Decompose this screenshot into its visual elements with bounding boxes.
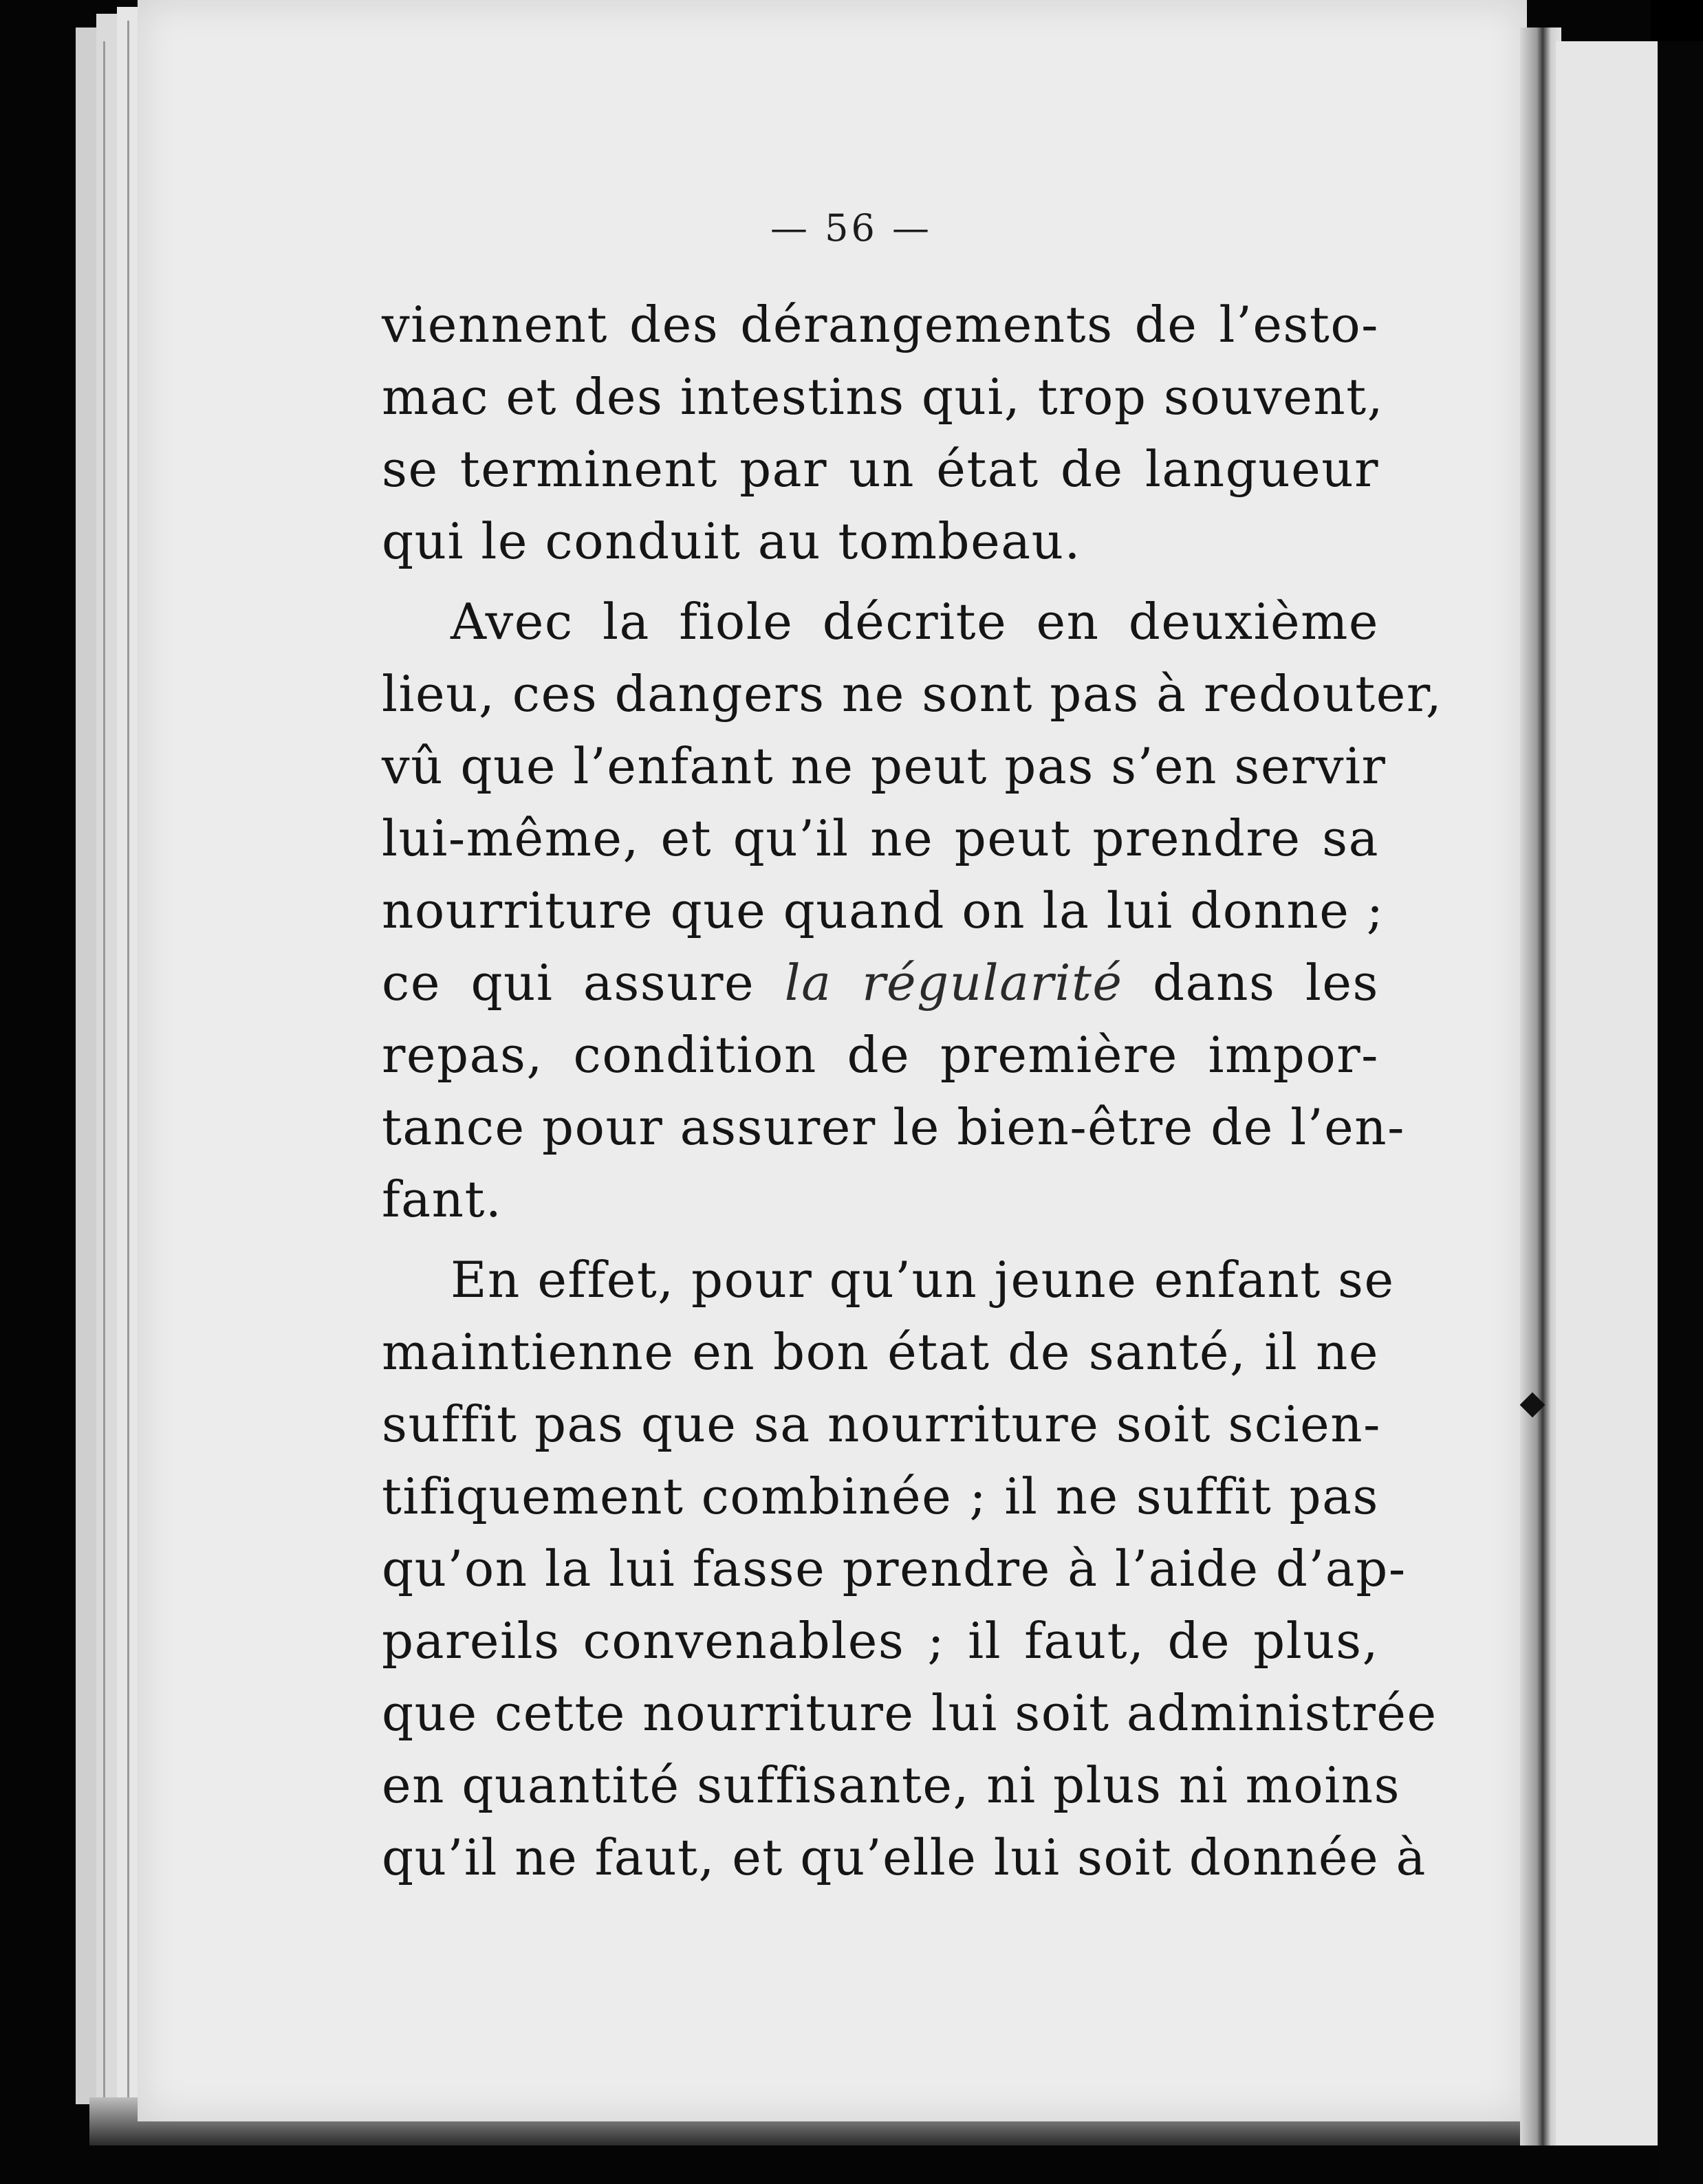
text-line: nourriture que quand on la lui donne ; [382,882,1385,939]
text-line: En effet, pour qu’un jeune enfant se [451,1251,1395,1309]
paragraph-3 [382,1244,1438,1894]
text-line: lieu, ces dangers ne sont pas à redouter, [382,665,1443,723]
facing-page-edge [1556,41,1659,2145]
text-line: suffit pas que sa nourriture soit scien- [382,1395,1381,1453]
text-line: lui-même, et qu’il ne peut prendre sa [382,809,1379,867]
body-text [382,289,1443,1902]
text-line: en quantité suffisante, ni plus ni moins [382,1756,1401,1814]
text-line [382,947,1379,1019]
text-line: viennent des dérangements de l’esto- [382,296,1379,353]
text-line: mac et des intestins qui, trop souvent, [382,368,1385,426]
text-line: qu’on la lui fasse prendre à l’aide d’ap- [382,1540,1407,1597]
text-line: tance pour assurer le bien-être de l’en- [382,1098,1405,1156]
text-line: que cette nourriture lui soit administrée [382,1684,1438,1742]
text-line: Avec la fiole décrite en deuxième [451,593,1379,651]
paragraph-1 [382,289,1385,578]
text-line: qui le conduit au tombeau. [382,512,1081,570]
text-line: qu’il ne faut, et qu’elle lui soit donnée à [382,1828,1427,1886]
page-number: — 56 — [770,206,933,250]
text-segment: dans les [1122,954,1379,1012]
text-line: vû que l’enfant ne peut pas s’en servir [382,737,1387,795]
text-line: pareils convenables ; il faut, de plus, [382,1612,1379,1670]
italic-emphasis: la régularité [784,954,1123,1012]
text-line: maintienne en bon état de santé, il ne [382,1323,1379,1381]
page-edge-line [127,21,129,2111]
text-line: repas, condition de première impor- [382,1026,1379,1084]
text-line: se terminent par un état de langueur [382,440,1379,498]
paragraph-2 [382,586,1443,1236]
scan-right-border [1658,0,1703,2184]
text-line: fant. [382,1170,503,1228]
scan-top-corner [1651,0,1703,41]
book-gutter [1520,28,1561,2145]
text-line: tifiquement combinée ; il ne suffit pas [382,1467,1379,1525]
page-edge-line [103,41,105,2097]
text-segment: ce qui assure [382,954,785,1012]
